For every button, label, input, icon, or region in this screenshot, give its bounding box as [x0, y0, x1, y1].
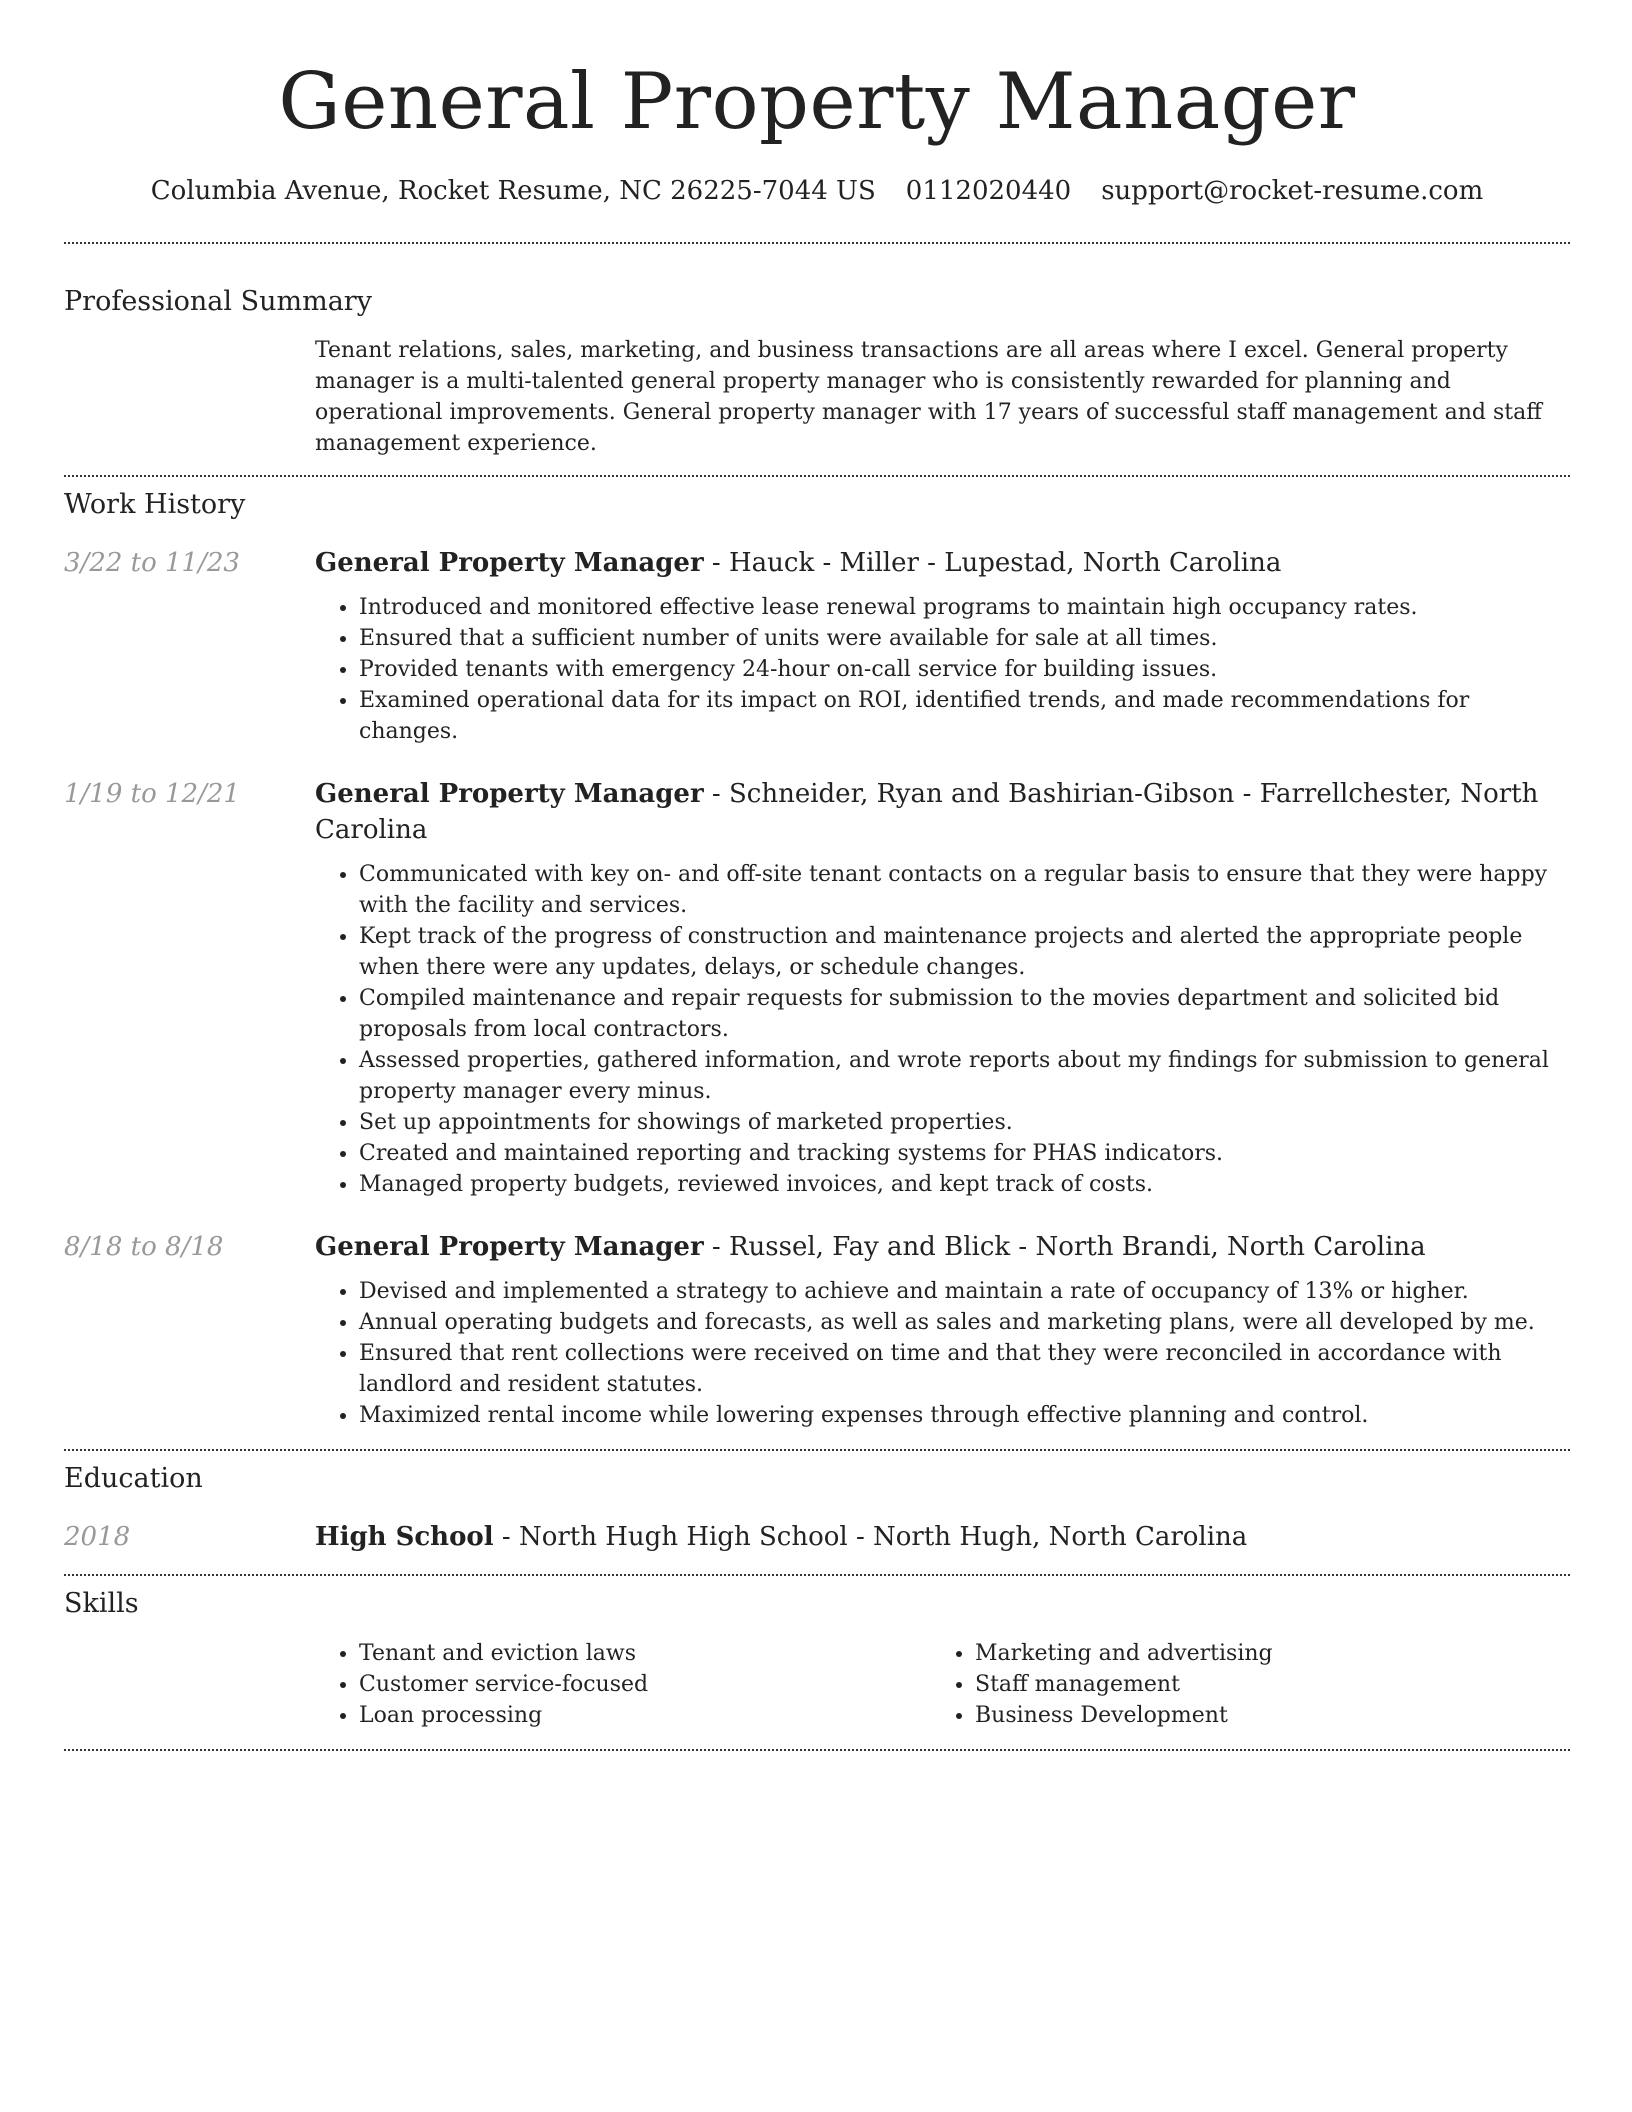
skill-item: • Marketing and advertising: [975, 1638, 1547, 1669]
job-dates: 3/22 to 11/23: [64, 548, 240, 578]
job-bullets: [315, 592, 1570, 747]
education-section: [64, 1461, 1570, 1555]
job-title: [315, 545, 1570, 581]
job-bullet: • Communicated with key on- and off-site tenant contacts on a regular basis to ensure that they were happy with the facility and services.: [359, 859, 1570, 921]
job-dates: 8/18 to 8/18: [64, 1232, 224, 1262]
job-bullet: • Managed property budgets, reviewed invoices, and kept track of costs.: [359, 1169, 1570, 1200]
job-role: General Property Manager: [315, 548, 704, 578]
skill-item: • Tenant and eviction laws: [359, 1638, 931, 1669]
work-history-section: [64, 487, 1570, 1431]
skills-divider: [64, 1749, 1570, 1751]
job-title: [315, 776, 1570, 848]
job-bullet: • Ensured that rent collections were received on time and that they were reconciled in accordance with landlord and resident statutes.: [359, 1338, 1570, 1400]
contact-email: support@rocket-resume.com: [1101, 176, 1484, 206]
education-details: - North Hugh High School - North Hugh, North Carolina: [493, 1522, 1248, 1552]
skills-section: [64, 1586, 1570, 1731]
work-history-title: Work History: [64, 489, 246, 520]
contact-line: [64, 174, 1570, 208]
education-degree: High School: [315, 1522, 494, 1552]
summary-text: Tenant relations, sales, marketing, and business transactions are all areas where I excel. General property manager is a multi-talented general property manager who is consistently rewarded for planning and operational improvements. General property manager with 17 years of successful staff management and staff management experience.: [315, 338, 1542, 456]
resume-name: General Property Manager: [278, 57, 1356, 147]
resume-page: [64, 0, 1570, 1751]
job-bullet: • Compiled maintenance and repair requests for submission to the movies department and solicited bid proposals from local contractors.: [359, 983, 1570, 1045]
job-bullet: • Maximized rental income while lowering expenses through effective planning and control.: [359, 1400, 1570, 1431]
job-bullet: • Created and maintained reporting and tracking systems for PHAS indicators.: [359, 1138, 1570, 1169]
job-entry: [64, 776, 1570, 1200]
education-dates: 2018: [64, 1522, 131, 1552]
skills-title: Skills: [64, 1588, 139, 1619]
job-bullet: • Annual operating budgets and forecasts, as well as sales and marketing plans, were all developed by me.: [359, 1307, 1570, 1338]
job-bullets: [315, 1276, 1570, 1431]
job-bullet: • Examined operational data for its impact on ROI, identified trends, and made recommendations for changes.: [359, 685, 1570, 747]
job-bullet: • Kept track of the progress of construction and maintenance projects and alerted the appropriate people when there were any updates, delays, or schedule changes.: [359, 921, 1570, 983]
education-entry: [64, 1519, 1570, 1555]
education-divider: [64, 1574, 1570, 1576]
skill-item: • Customer service-focused: [359, 1669, 931, 1700]
job-bullet: • Set up appointments for showings of marketed properties.: [359, 1107, 1570, 1138]
job-bullet: • Ensured that a sufficient number of units were available for sale at all times.: [359, 623, 1570, 654]
job-entry: [64, 545, 1570, 747]
skills-list-right: [931, 1638, 1547, 1731]
summary-section: [64, 284, 1570, 459]
job-bullet: • Assessed properties, gathered information, and wrote reports about my findings for submission to general property manager every minus.: [359, 1045, 1570, 1107]
job-title: [315, 1229, 1570, 1265]
job-role: General Property Manager: [315, 1232, 704, 1262]
work-divider: [64, 1449, 1570, 1451]
education-title: Education: [64, 1463, 203, 1494]
contact-address: Columbia Avenue, Rocket Resume, NC 26225-7044 US: [150, 176, 876, 206]
job-bullet: • Provided tenants with emergency 24-hour on-call service for building issues.: [359, 654, 1570, 685]
skill-item: • Staff management: [975, 1669, 1547, 1700]
skill-item: • Loan processing: [359, 1700, 931, 1731]
header-divider: [64, 242, 1570, 244]
job-role: General Property Manager: [315, 779, 704, 809]
job-bullets: [315, 859, 1570, 1200]
skills-list-left: [315, 1638, 931, 1731]
summary-title: Professional Summary: [64, 286, 372, 317]
job-bullet: • Introduced and monitored effective lease renewal programs to maintain high occupancy rates.: [359, 592, 1570, 623]
summary-divider: [64, 475, 1570, 477]
contact-phone: 0112020440: [905, 176, 1072, 206]
job-bullet: • Devised and implemented a strategy to achieve and maintain a rate of occupancy of 13% or higher.: [359, 1276, 1570, 1307]
education-title-line: [315, 1519, 1570, 1555]
job-details: - Russel, Fay and Blick - North Brandi, North Carolina: [703, 1232, 1426, 1262]
skill-item: • Business Development: [975, 1700, 1547, 1731]
job-entry: [64, 1229, 1570, 1431]
job-details: - Hauck - Miller - Lupestad, North Carolina: [703, 548, 1282, 578]
job-details: - Schneider, Ryan and Bashirian-Gibson - Farrellchester, North Carolina: [315, 779, 1539, 845]
job-dates: 1/19 to 12/21: [64, 779, 240, 809]
